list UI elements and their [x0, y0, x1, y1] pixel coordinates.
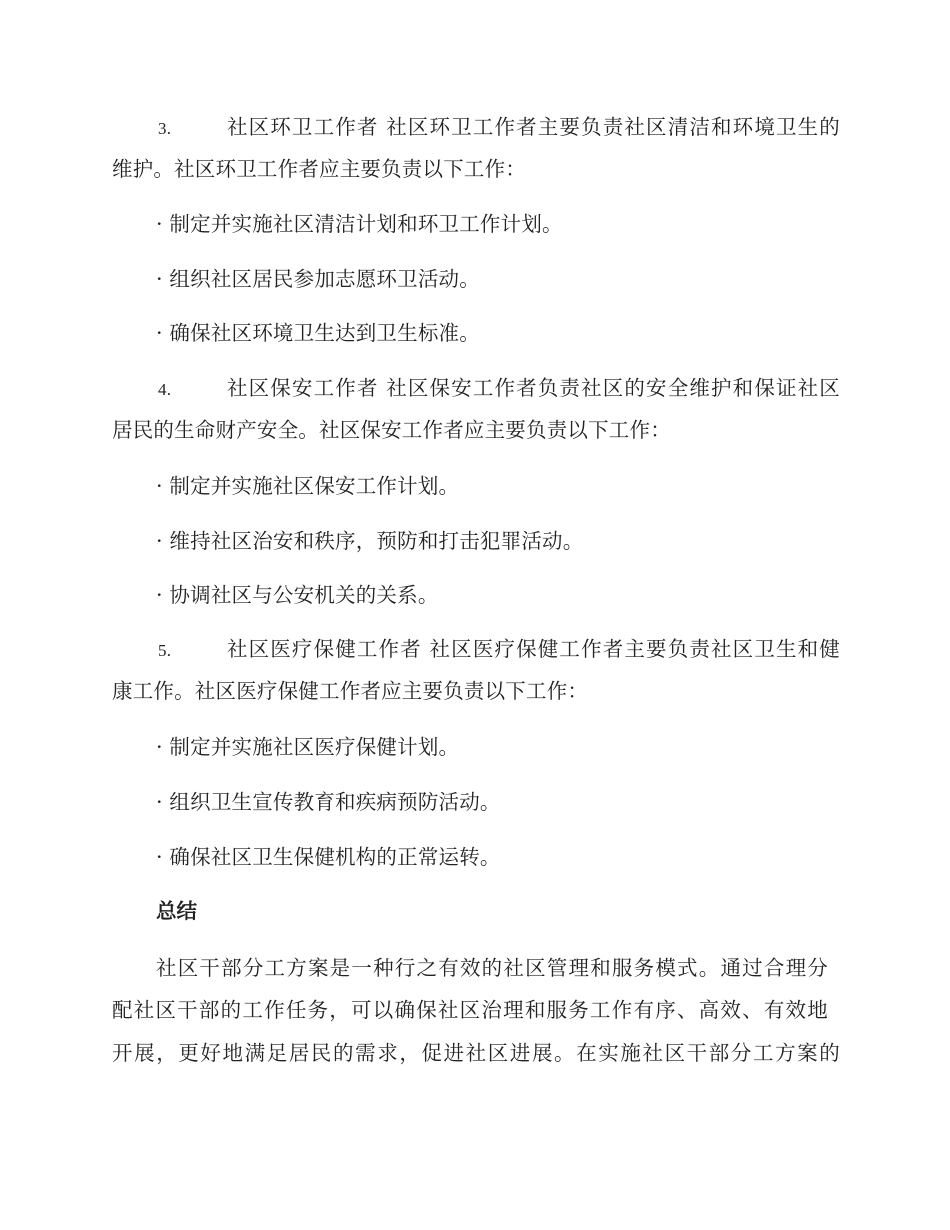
section-3-title-line — [112, 112, 840, 144]
summary-heading: 总结 — [156, 899, 197, 923]
summary-line-3: 开展，更好地满足居民的需求，促进社区进展。在实施社区干部分工方案的 — [112, 1041, 840, 1065]
summary-line-1: 社区干部分工方案是一种行之有效的社区管理和服务模式。通过合理分 — [156, 956, 828, 980]
section-5-title-line — [112, 634, 840, 666]
section-5-line-2: 康工作。社区医疗保健工作者应主要负责以下工作： — [112, 679, 589, 703]
section-4-bullet-1: · 制定并实施社区保安工作计划。 — [156, 474, 460, 498]
section-5-bullet-3: · 确保社区卫生保健机构的正常运转。 — [156, 845, 501, 869]
section-3-bullet-2: · 组织社区居民参加志愿环卫活动。 — [156, 267, 480, 291]
section-4-bullet-3: · 协调社区与公安机关的关系。 — [156, 583, 439, 607]
section-4-bullet-2: · 维持社区治安和秩序，预防和打击犯罪活动。 — [156, 529, 584, 553]
section-5-bullet-1: · 制定并实施社区医疗保健计划。 — [156, 735, 460, 759]
section-4-text: 社区保安工作者 社区保安工作者负责社区的安全维护和保证社区 — [226, 376, 840, 400]
section-4-number: 4. — [158, 380, 172, 399]
section-3-bullet-1: · 制定并实施社区清洁计划和环卫工作计划。 — [156, 212, 563, 236]
section-3-bullet-3: · 确保社区环境卫生达到卫生标准。 — [156, 321, 480, 345]
section-3-line-2: 维护。社区环卫工作者应主要负责以下工作： — [112, 157, 526, 181]
section-5-number: 5. — [158, 641, 172, 660]
summary-line-2: 配社区干部的工作任务，可以确保社区治理和服务工作有序、高效、有效地 — [112, 998, 828, 1022]
section-4-line-2: 居民的生命财产安全。社区保安工作者应主要负责以下工作： — [112, 418, 671, 442]
section-4-title-line — [112, 373, 840, 405]
section-5-text: 社区医疗保健工作者 社区医疗保健工作者主要负责社区卫生和健 — [226, 637, 840, 661]
section-5-bullet-2: · 组织卫生宣传教育和疾病预防活动。 — [156, 790, 501, 814]
section-3-text: 社区环卫工作者 社区环卫工作者主要负责社区清洁和环境卫生的 — [226, 115, 840, 139]
section-3-number: 3. — [158, 119, 172, 138]
